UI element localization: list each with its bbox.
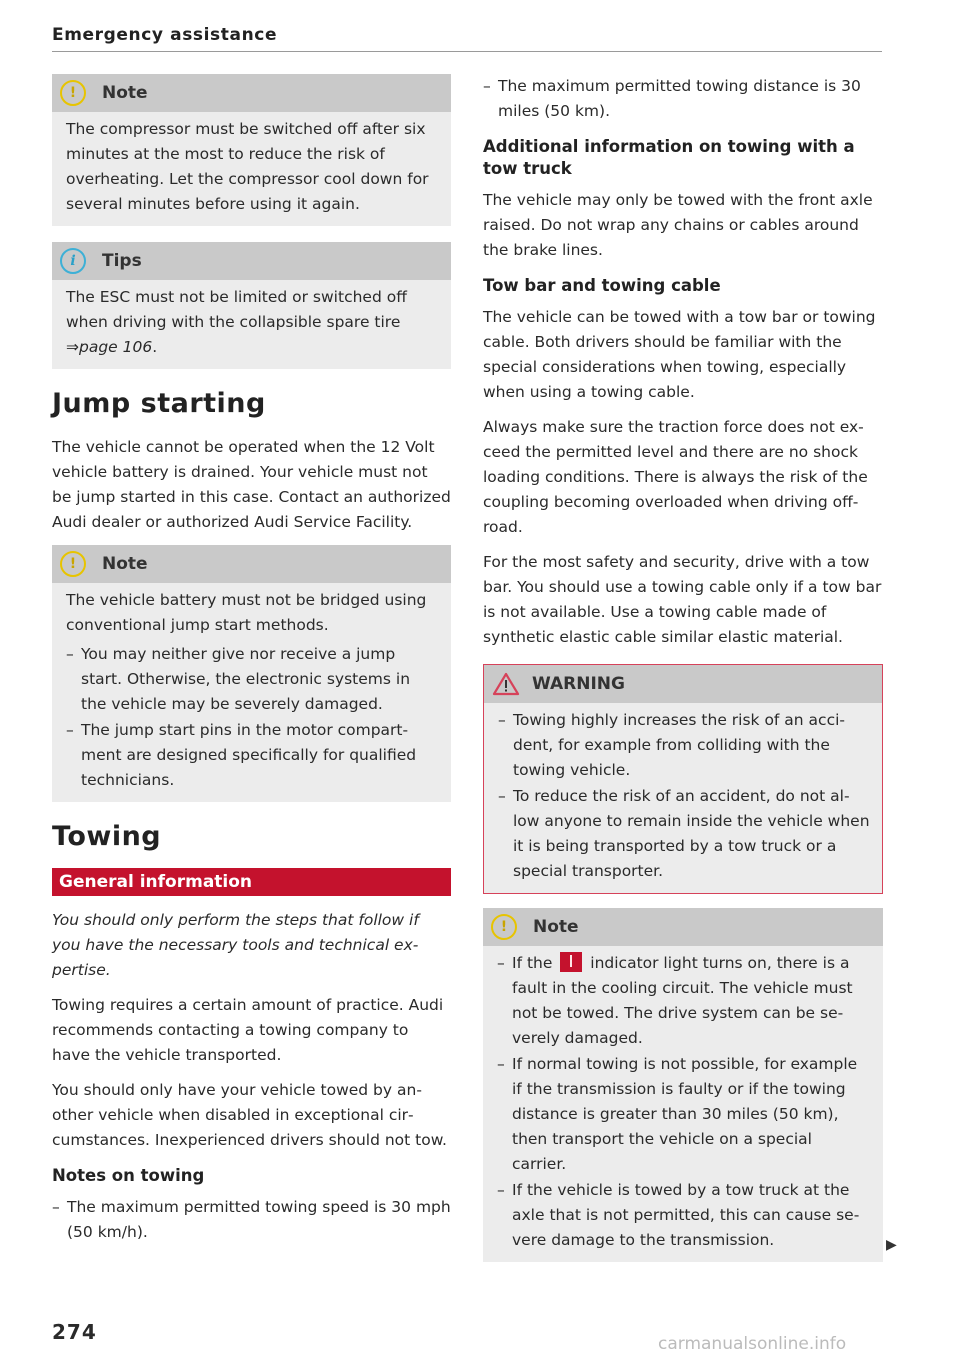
note-header xyxy=(52,74,451,112)
note-body xyxy=(52,583,451,802)
warning-triangle-icon xyxy=(492,672,520,696)
warning-box xyxy=(483,664,883,894)
list-item: – If normal towing is not possible, for example if the transmission is faulty or if the towing distance is greater than 30 miles (50 km), then transport the vehicle on a special carrier. xyxy=(497,1052,871,1177)
item-text-post: indicator light turns on, there is a fault in the cooling circuit. The vehicle must not be towed. The drive system can be severely damaged. xyxy=(512,954,853,1047)
tips-text-end: . xyxy=(152,338,158,356)
tips-body xyxy=(52,280,451,369)
tips-header xyxy=(52,242,451,280)
additional-info-text: The vehicle may only be towed with the front axle raised. Do not wrap any chains or cables around the brake lines. xyxy=(483,191,873,259)
tow-bar-heading: Tow bar and towing cable xyxy=(483,276,721,295)
note-list xyxy=(497,951,871,1253)
note-text: The compressor must be switched off after six minutes at the most to reduce the risk of overheating. Let the compressor cool down for several minutes before using it again. xyxy=(66,120,429,213)
item-text-pre: If the xyxy=(512,954,553,972)
tow-bar-paragraph-1: The vehicle can be towed with a tow bar or towing cable. Both drivers should be familiar with the special considerations when towing, especially when using a towing cable. xyxy=(483,308,876,401)
note-body xyxy=(52,112,451,226)
towing-intro-italic: You should only perform the steps that follow if you have the necessary tools and technical expertise. xyxy=(52,911,419,979)
list-item xyxy=(497,951,871,1051)
continue-arrow-icon: ▶ xyxy=(886,1237,897,1253)
note-body xyxy=(483,946,883,1262)
towing-paragraph-2: You should only have your vehicle towed by another vehicle when disabled in exceptional circumstances. Inexperienced drivers should not tow. xyxy=(52,1081,447,1149)
tips-text xyxy=(66,285,439,360)
additional-info-heading: Additional information on towing with a tow truck xyxy=(483,137,855,178)
note-header xyxy=(483,908,883,946)
tow-bar-paragraph-3: For the most safety and security, drive with a tow bar. You should use a towing cable only if a tow bar is not available. Use a towing cable made of synthetic elastic cable similar elastic material. xyxy=(483,553,882,646)
exclamation-icon: ! xyxy=(491,914,517,940)
warning-list xyxy=(498,708,870,884)
tips-title: Tips xyxy=(102,251,142,271)
page-header xyxy=(52,25,882,52)
info-icon: i xyxy=(60,248,86,274)
list-item: – Towing highly increases the risk of an accident, for example from colliding with the towing vehicle. xyxy=(498,708,870,783)
list-item: – The maximum permitted towing speed is 30 mph (50 km/h). xyxy=(52,1195,451,1245)
left-column xyxy=(52,74,451,1249)
warning-header xyxy=(484,665,882,703)
exclamation-icon: ! xyxy=(60,80,86,106)
note-box-compressor xyxy=(52,74,451,226)
note-title: Note xyxy=(533,917,579,937)
jump-starting-text: The vehicle cannot be operated when the 12 Volt vehicle battery is drained. Your vehicle must not be jump started in this case. Contact an authorized Audi dealer or authorized Audi Service Facility. xyxy=(52,438,451,531)
note-list xyxy=(66,642,439,793)
list-item: – If the vehicle is towed by a tow truck at the axle that is not permitted, this can cause severe damage to the transmission. xyxy=(497,1178,871,1253)
list-item: – To reduce the risk of an accident, do not allow anyone to remain inside the vehicle when it is being transported by a tow truck or a special transporter. xyxy=(498,784,870,884)
note-box-battery xyxy=(52,545,451,802)
warning-body xyxy=(484,703,882,893)
header-title: Emergency assistance xyxy=(52,25,278,45)
exclamation-icon: ! xyxy=(60,551,86,577)
notes-on-towing-list xyxy=(52,1195,451,1245)
section-heading-towing: Towing xyxy=(52,821,162,852)
note-title: Note xyxy=(102,554,148,574)
tips-text-main: The ESC must not be limited or switched off when driving with the collapsible spare tire xyxy=(66,288,407,331)
notes-on-towing-heading: Notes on towing xyxy=(52,1166,205,1185)
note-header xyxy=(52,545,451,583)
warning-title: WARNING xyxy=(532,674,625,694)
watermark: carmanualsonline.info xyxy=(658,1334,847,1354)
tips-box xyxy=(52,242,451,369)
towing-paragraph-1: Towing requires a certain amount of practice. Audi recommends contacting a towing company to have the vehicle transported. xyxy=(52,996,444,1064)
list-item: – You may neither give nor receive a jump start. Otherwise, the electronic systems in the vehicle may be severely damaged. xyxy=(66,642,439,717)
page-number: 274 xyxy=(52,1320,97,1344)
page-reference-link[interactable]: ⇒page 106 xyxy=(66,338,153,356)
note-intro: The vehicle battery must not be bridged using conventional jump start methods. xyxy=(66,591,427,634)
right-column xyxy=(483,74,883,1278)
towing-distance-list xyxy=(483,74,883,124)
section-heading-jump-starting: Jump starting xyxy=(52,388,266,419)
note-box-transmission xyxy=(483,908,883,1262)
coolant-indicator-icon xyxy=(560,952,582,972)
list-item: – The maximum permitted towing distance is 30 miles (50 km). xyxy=(483,74,883,124)
subsection-bar-general-information: General information xyxy=(52,868,451,896)
note-title: Note xyxy=(102,83,148,103)
tow-bar-paragraph-2: Always make sure the traction force does not exceed the permitted level and there are no shock loading conditions. There is always the risk of the coupling becoming overloaded when driving off-road. xyxy=(483,418,868,536)
list-item: – The jump start pins in the motor compartment are designed specifically for qualified technicians. xyxy=(66,718,439,793)
